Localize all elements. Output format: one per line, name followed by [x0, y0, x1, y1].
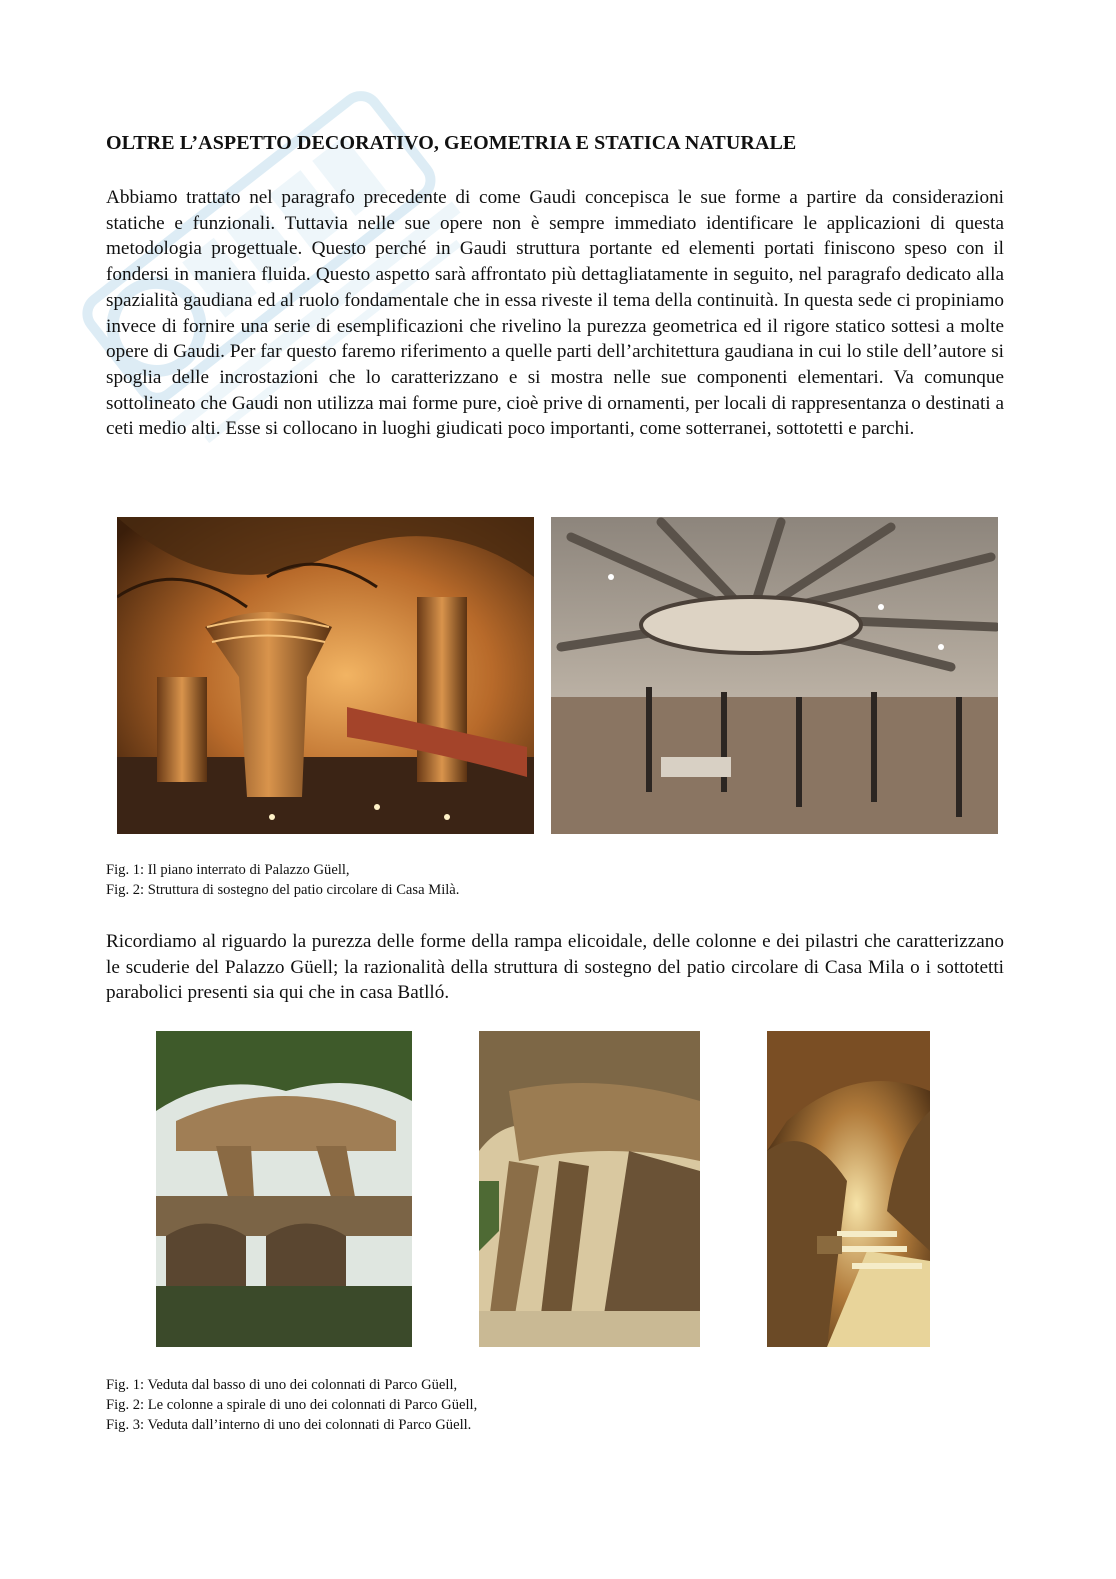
figure-palazzo-guell-basement [117, 517, 534, 834]
figure-parco-guell-colonnade-below [156, 1031, 412, 1347]
caption-fig-1-parco-below: Fig. 1: Veduta dal basso di uno dei colonnati di Parco Güell, [106, 1377, 458, 1393]
page-title: OLTRE L’ASPETTO DECORATIVO, GEOMETRIA E STATICA NATURALE [106, 132, 797, 154]
caption-fig-3-parco-interior: Fig. 3: Veduta dall’interno di uno dei colonnati di Parco Güell. [106, 1417, 472, 1433]
body-paragraph-1: Abbiamo trattato nel paragrafo precedente di come Gaudi concepisca le sue forme a partire da considerazioni statiche e funzionali. Tuttavia nelle sue opere non è sempre immediato identificare le applicazioni di questa metodologia progettuale. Questo perché in Gaudi struttura portante ed elementi portati finiscono speso con il fondersi in maniera fluida. Questo aspetto sarà affrontato più dettagliatamente in seguito, nel paragrafo dedicato alla spazialità gaudiana ed al ruolo fondamentale che in essa riveste il tema della continuità. In questa sede ci propiniamo invece di fornire una serie di esemplificazioni che rivelino la purezza geometrica ed il rigore statico sottesi a molte opere di Gaudi. Per far questo faremo riferimento a quelle parti dell’architettura gaudiana in cui lo stile dell’autore si spoglia delle incrostazioni che lo caratterizzano e si mostra nelle sue componenti elementari. Va comunque sottolineato che Gaudi non utilizza mai forme pure, cioè prive di ornamenti, per locali di rappresentanza o destinati a ceti medio alti. Esse si collocano in luoghi giudicati poco importanti, come sotterranei, sottotetti e parchi. [106, 187, 1004, 440]
caption-group-1 [106, 860, 459, 900]
caption-fig-2-casa-mila: Fig. 2: Struttura di sostegno del patio circolare di Casa Milà. [106, 882, 460, 898]
caption-fig-2-parco-spiral: Fig. 2: Le colonne a spirale di uno dei colonnati di Parco Güell, [106, 1397, 478, 1413]
caption-fig-1-palazzo: Fig. 1: Il piano interrato di Palazzo Güell, [106, 862, 350, 878]
body-paragraph-2: Ricordiamo al riguardo la purezza delle forme della rampa elicoidale, delle colonne e dei pilastri che caratterizzano le scuderie del Palazzo Güell; la razionalità della struttura di sostegno del patio circolare di Casa Mila o i sottotetti parabolici presenti sia qui che in casa Batlló. [106, 931, 1004, 1004]
caption-group-2 [106, 1375, 477, 1435]
figure-casa-mila-structure [551, 517, 998, 834]
figure-parco-guell-colonnade-interior [767, 1031, 930, 1347]
figure-parco-guell-spiral-columns [479, 1031, 700, 1347]
